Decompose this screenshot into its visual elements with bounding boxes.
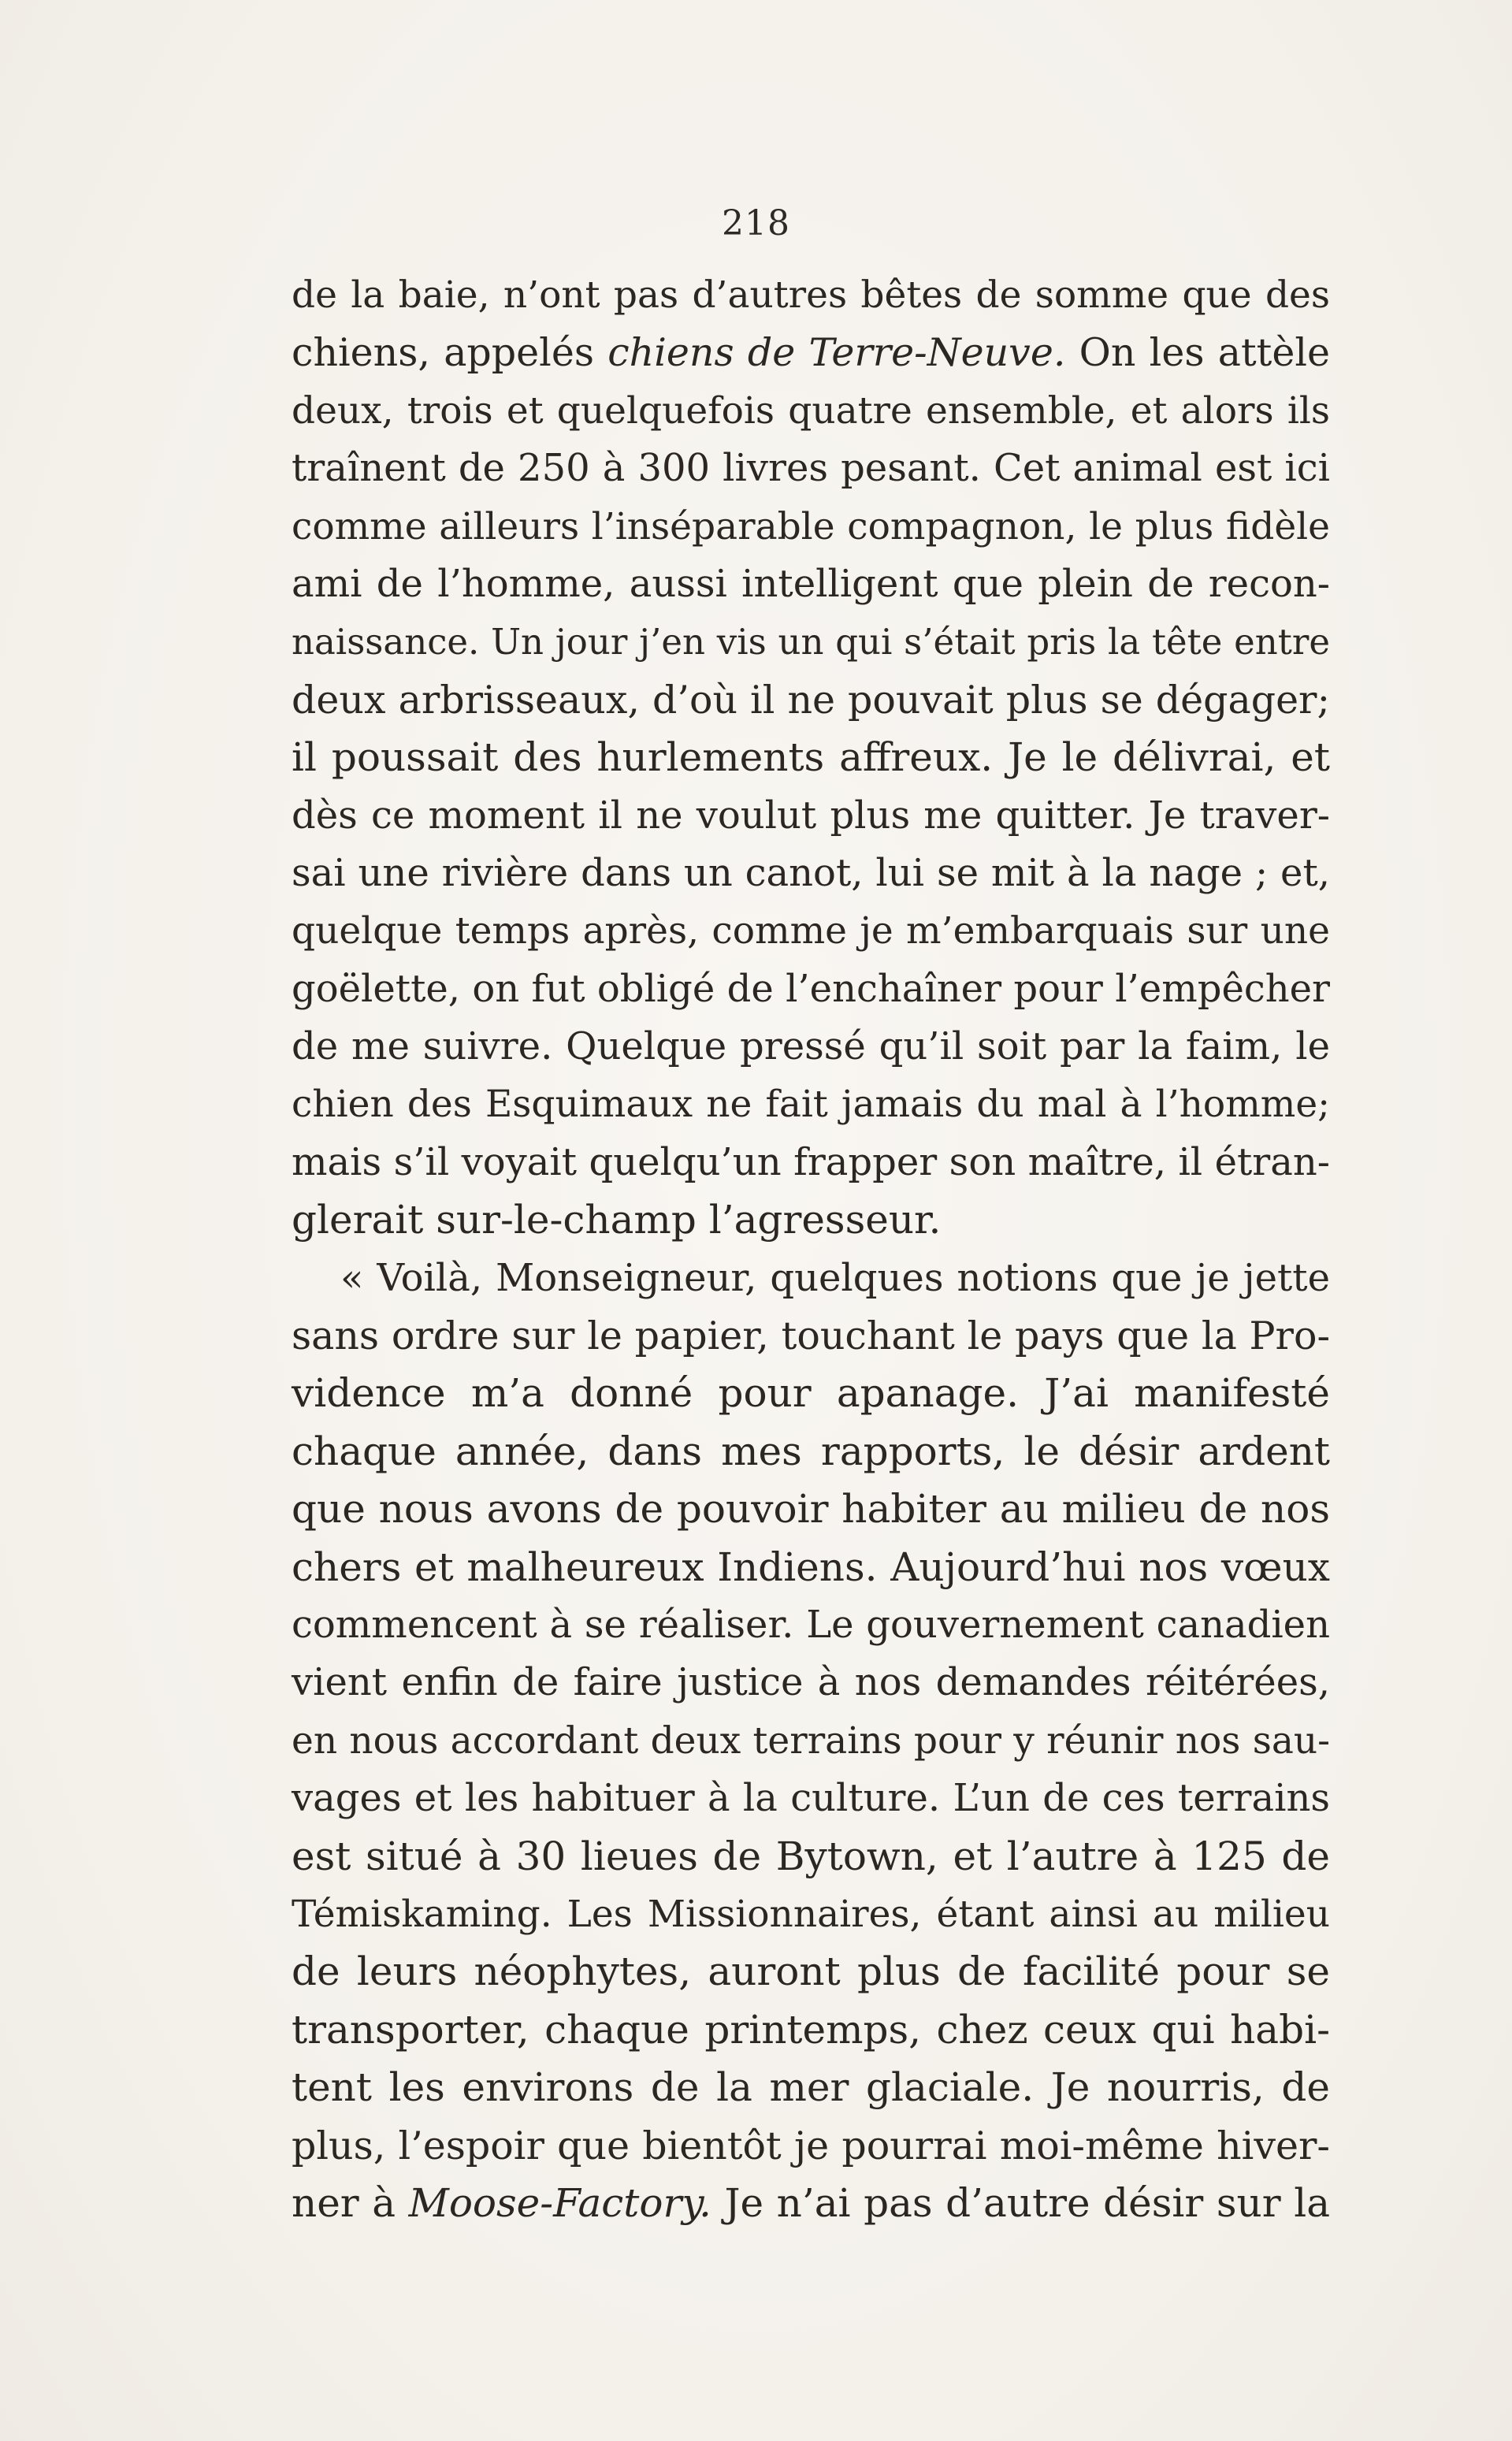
text-segment: que nous avons de pouvoir habiter au milieu de nos bbox=[292, 1486, 1330, 1533]
text-segment: Témiskaming. Les Missionnaires, étant ainsi au milieu bbox=[292, 1892, 1330, 1936]
text-segment: comme ailleurs l’inséparable compagnon, le plus fidèle bbox=[292, 504, 1330, 548]
text-line bbox=[292, 555, 1330, 613]
text-line bbox=[292, 1076, 1330, 1133]
text-segment: deux arbrisseaux, d’où il ne pouvait plus se dégager; bbox=[292, 677, 1330, 723]
italic-segment: Moose-Factory. bbox=[408, 2179, 711, 2226]
text-line bbox=[292, 1307, 1330, 1365]
text-line bbox=[292, 1365, 1330, 1422]
text-segment: traînent de 250 à 300 livres pesant. Cet animal est ici bbox=[292, 446, 1330, 491]
text-segment: chiens, appelés bbox=[292, 330, 608, 376]
text-line bbox=[292, 1481, 1330, 1538]
text-line bbox=[292, 1191, 1330, 1249]
text-line bbox=[292, 440, 1330, 497]
text-line bbox=[292, 1828, 1330, 1886]
text-segment: chaque année, dans mes rapports, le désir ardent bbox=[292, 1428, 1330, 1474]
text-segment: « Voilà, Monseigneur, quelques notions que je jette bbox=[340, 1255, 1330, 1300]
text-line bbox=[292, 729, 1330, 786]
text-line bbox=[292, 902, 1330, 960]
text-line bbox=[292, 1596, 1330, 1654]
italic-segment: chiens de Terre-Neuve. bbox=[607, 330, 1066, 376]
text-line bbox=[292, 2059, 1330, 2116]
text-segment: tent les environs de la mer glaciale. Je nourris, de bbox=[292, 2064, 1330, 2111]
page-number: 218 bbox=[722, 203, 790, 243]
text-line bbox=[292, 2001, 1330, 2059]
text-line bbox=[292, 671, 1330, 729]
text-line bbox=[292, 787, 1330, 845]
text-segment: vient enfin de faire justice à nos demandes réitérées, bbox=[292, 1660, 1330, 1705]
text-segment: quelque temps après, comme je m’embarquais sur une bbox=[292, 909, 1330, 953]
text-line bbox=[292, 613, 1330, 671]
body-text bbox=[292, 266, 1330, 2232]
text-segment: en nous accordant deux terrains pour y réunir nos sau- bbox=[292, 1718, 1330, 1763]
text-segment: plus, l’espoir que bientôt je pourrai moi-même hiver- bbox=[292, 2123, 1330, 2168]
text-segment: de la baie, n’ont pas d’autres bêtes de somme que des bbox=[292, 273, 1330, 317]
text-segment: dès ce moment il ne voulut plus me quitter. Je traver- bbox=[292, 793, 1330, 838]
text-segment: est situé à 30 lieues de Bytown, et l’autre à 125 de bbox=[292, 1833, 1330, 1879]
text-segment: vages et les habituer à la culture. L’un de ces terrains bbox=[292, 1776, 1330, 1821]
text-segment: commencent à se réaliser. Le gouvernement canadien bbox=[292, 1602, 1330, 1647]
text-segment: glerait sur-le-champ l’agresseur. bbox=[292, 1197, 942, 1243]
text-line bbox=[292, 1423, 1330, 1481]
text-line bbox=[292, 1654, 1330, 1711]
text-segment: chers et malheureux Indiens. Aujourd’hui nos vœux bbox=[292, 1544, 1330, 1590]
text-line bbox=[292, 1886, 1330, 1943]
text-line bbox=[292, 2175, 1330, 2232]
text-line bbox=[292, 266, 1330, 324]
text-line bbox=[292, 1712, 1330, 1770]
text-segment: vidence m’a donné pour apanage. J’ai manifesté bbox=[292, 1370, 1330, 1417]
text-segment: de me suivre. Quelque pressé qu’il soit par la faim, le bbox=[292, 1024, 1330, 1069]
text-line bbox=[292, 1134, 1330, 1191]
text-line bbox=[292, 2117, 1330, 2175]
text-segment: mais s’il voyait quelqu’un frapper son maître, il étran- bbox=[292, 1139, 1330, 1184]
text-segment: deux, trois et quelquefois quatre ensemble, et alors ils bbox=[292, 388, 1330, 433]
text-segment: chien des Esquimaux ne fait jamais du mal à l’homme; bbox=[292, 1083, 1330, 1127]
text-line bbox=[292, 845, 1330, 902]
text-line bbox=[292, 324, 1330, 381]
text-line bbox=[292, 1018, 1330, 1076]
text-line bbox=[292, 382, 1330, 440]
text-segment: il poussait des hurlements affreux. Je le délivrai, et bbox=[292, 734, 1330, 781]
text-segment: transporter, chaque printemps, chez ceux qui habi- bbox=[292, 2006, 1330, 2053]
text-line bbox=[292, 960, 1330, 1018]
text-segment: de leurs néophytes, auront plus de facilité pour se bbox=[292, 1949, 1330, 1995]
text-segment: goëlette, on fut obligé de l’enchaîner pour l’empêcher bbox=[292, 966, 1330, 1011]
text-segment: Je n’ai pas d’autre désir sur la bbox=[711, 2179, 1331, 2226]
text-segment: sai une rivière dans un canot, lui se mit à la nage ; et, bbox=[292, 850, 1330, 895]
text-line bbox=[292, 498, 1330, 555]
text-line bbox=[292, 1770, 1330, 1827]
text-segment: On les attèle bbox=[1065, 330, 1330, 376]
text-segment: naissance. Un jour j’en vis un qui s’était pris la tête entre bbox=[292, 621, 1330, 663]
text-segment: sans ordre sur le papier, touchant le pays que la Pro- bbox=[292, 1313, 1330, 1359]
text-segment: ami de l’homme, aussi intelligent que plein de recon- bbox=[292, 561, 1330, 606]
text-line bbox=[292, 1943, 1330, 2001]
text-segment: ner à bbox=[292, 2179, 409, 2226]
text-line bbox=[292, 1539, 1330, 1596]
text-line bbox=[292, 1250, 1330, 1307]
